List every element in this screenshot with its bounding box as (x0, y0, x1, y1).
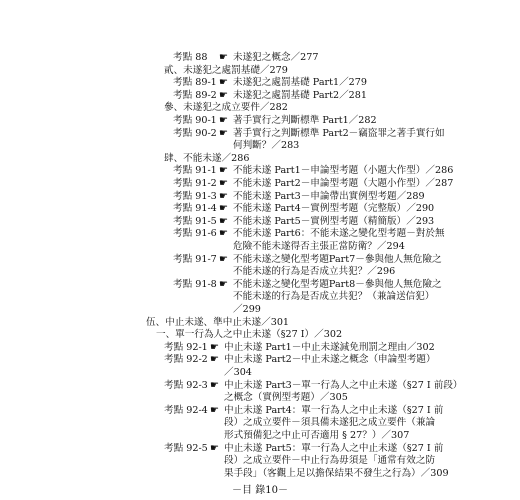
toc-entry (173, 115, 377, 127)
pointing-hand-icon: ☛ (210, 341, 219, 353)
toc-entry (164, 443, 443, 455)
entry-code: 考點 91-8 (173, 278, 217, 290)
toc-entry-continuation (233, 140, 299, 152)
entry-code: 考點 88 (173, 52, 208, 63)
entry-title: ／299 (233, 304, 261, 315)
toc-entry (173, 165, 453, 177)
toc-entry-continuation (224, 392, 348, 404)
entry-title: 未遂犯之概念／277 (233, 52, 319, 63)
toc-entry (164, 405, 443, 417)
entry-code: 考點 89-1 (173, 77, 217, 89)
toc-subsection (156, 329, 342, 341)
pointing-hand-icon: ☛ (219, 89, 228, 101)
toc-entry (173, 203, 434, 215)
entry-title: 不能未遂 Part3－申論帶出實例型考題／289 (233, 190, 425, 202)
toc-entry (173, 52, 318, 64)
pointing-hand-icon: ☛ (219, 203, 228, 215)
entry-code: 考點 92-4 (164, 404, 208, 416)
entry-title: 中止未遂 Part5：單一行為人之中止未遂（§27 I 前 (224, 442, 444, 454)
pointing-hand-icon: ☛ (210, 379, 219, 391)
pointing-hand-icon: ☛ (210, 354, 219, 366)
toc-section (164, 65, 288, 77)
entry-code: 考點 92-2 (164, 354, 208, 366)
toc-entry (164, 380, 463, 392)
chapter-title: 伍、中止未遂、準中止未遂／301 (146, 316, 290, 328)
entry-title: 果手段」（客觀上足以擔保結果不發生之行為）／309 (224, 467, 449, 479)
pointing-hand-icon: ☛ (219, 190, 228, 202)
entry-code: 考點 91-2 (173, 178, 217, 189)
entry-title: 不能未遂之變化型考題Part7－參與他人無危險之 (233, 253, 442, 265)
toc-entry-continuation (233, 291, 434, 303)
toc-entry-continuation (233, 304, 261, 316)
pointing-hand-icon: ☛ (219, 77, 228, 89)
pointing-hand-icon: ☛ (219, 115, 228, 126)
subsection-title: 一、單一行為人之中止未遂（§27 I）／302 (156, 329, 343, 341)
entry-title: 段）之成立要件－須具備未遂犯之成立要件（兼論 (224, 417, 436, 429)
section-title: 貳、未遂犯之處罰基礎／279 (164, 64, 288, 76)
pointing-hand-icon: ☛ (219, 228, 228, 240)
entry-code: 考點 90-2 (173, 127, 217, 139)
toc-entry (173, 191, 425, 203)
toc-entry-continuation (233, 241, 405, 253)
toc-section (164, 102, 288, 114)
page-footer: －目 錄10－ (232, 485, 288, 496)
entry-title: 未遂犯之處罰基礎 Part2／281 (233, 89, 367, 101)
toc-entry-continuation (224, 468, 449, 480)
entry-title: 不能未遂 Part5－實例型考題（精簡版）／293 (233, 215, 435, 227)
toc-entry (173, 128, 445, 140)
toc-entry (173, 254, 442, 266)
toc-entry-continuation (233, 266, 395, 278)
section-title: 參、未遂犯之成立要件／282 (164, 102, 288, 114)
entry-title: 未遂犯之處罰基礎 Part1／279 (233, 77, 367, 89)
pointing-hand-icon: ☛ (219, 52, 228, 63)
toc-section (164, 153, 249, 165)
entry-title: 不能未遂的行為是否成立共犯？（兼論送信犯） (233, 291, 435, 303)
pointing-hand-icon: ☛ (219, 178, 228, 189)
entry-title: 不能未遂 Part6：不能未遂之變化型考題－對於無 (233, 228, 445, 240)
entry-title: 不能未遂之變化型考題Part8－參與他人無危險之 (233, 278, 442, 290)
entry-title: 著手實行之判斷標準 Part1／282 (233, 115, 377, 126)
pointing-hand-icon: ☛ (219, 127, 228, 139)
toc-entry (173, 216, 434, 228)
entry-code: 考點 91-4 (173, 203, 217, 215)
entry-code: 考點 91-5 (173, 215, 217, 227)
toc-entry-continuation (224, 417, 435, 429)
toc-chapter (146, 317, 289, 329)
pointing-hand-icon: ☛ (219, 253, 228, 265)
toc-entry (164, 342, 435, 354)
entry-code: 考點 91-1 (173, 165, 217, 177)
entry-code: 考點 92-5 (164, 442, 208, 454)
toc-entry-continuation (224, 367, 252, 379)
entry-title: 不能未遂 Part4－實例型考題（完整版）／290 (233, 203, 435, 215)
entry-title: 段）之成立要件－中止行為毋須是「通常有效之防 (224, 455, 436, 467)
toc-entry (173, 77, 367, 89)
entry-code: 考點 89-2 (173, 89, 217, 101)
entry-title: 形式預備犯之中止可否適用 § 27？）／307 (224, 430, 410, 441)
entry-title: 何判斷？／283 (233, 140, 300, 152)
toc-entry (173, 279, 442, 291)
entry-title: 之概念（實例型考題）／305 (224, 392, 348, 404)
pointing-hand-icon: ☛ (210, 442, 219, 454)
entry-code: 考點 90-1 (173, 115, 217, 126)
entry-title: 中止未遂 Part3－單一行為人之中止未遂（§27 I 前段） (224, 379, 463, 391)
section-title: 肆、不能未遂／286 (164, 152, 250, 164)
entry-code: 考點 92-1 (164, 341, 208, 353)
entry-title: ／304 (224, 367, 252, 378)
pointing-hand-icon: ☛ (210, 404, 219, 416)
toc-entry (173, 90, 367, 102)
entry-title: 不能未遂 Part1－申論型考題（小題大作型）／286 (233, 165, 454, 177)
entry-title: 中止未遂 Part2－中止未遂之概念（申論型考題） (224, 354, 436, 366)
entry-code: 考點 91-7 (173, 253, 217, 265)
pointing-hand-icon: ☛ (219, 215, 228, 227)
entry-title: 著手實行之判斷標準 Part2－竊盜罪之著手實行如 (233, 127, 445, 139)
entry-title: 不能未遂的行為是否成立共犯？／296 (233, 266, 396, 278)
pointing-hand-icon: ☛ (219, 278, 228, 290)
entry-code: 考點 91-6 (173, 228, 217, 240)
toc-entry (173, 178, 453, 190)
entry-code: 考點 91-3 (173, 190, 217, 202)
toc-entry (164, 354, 436, 366)
entry-title: 危險不能未遂得否主張正當防衛？／294 (233, 241, 405, 252)
entry-title: 中止未遂 Part4：單一行為人之中止未遂（§27 I 前 (224, 404, 444, 416)
entry-code: 考點 92-3 (164, 379, 208, 391)
toc-entry (173, 228, 445, 240)
toc-entry-continuation (224, 455, 435, 467)
pointing-hand-icon: ☛ (219, 165, 228, 177)
toc-entry-continuation (224, 430, 409, 442)
entry-title: 不能未遂 Part2－申論型考題（大題小作型）／287 (233, 178, 454, 189)
entry-title: 中止未遂 Part1－中止未遂減免刑罰之理由／302 (224, 341, 435, 353)
